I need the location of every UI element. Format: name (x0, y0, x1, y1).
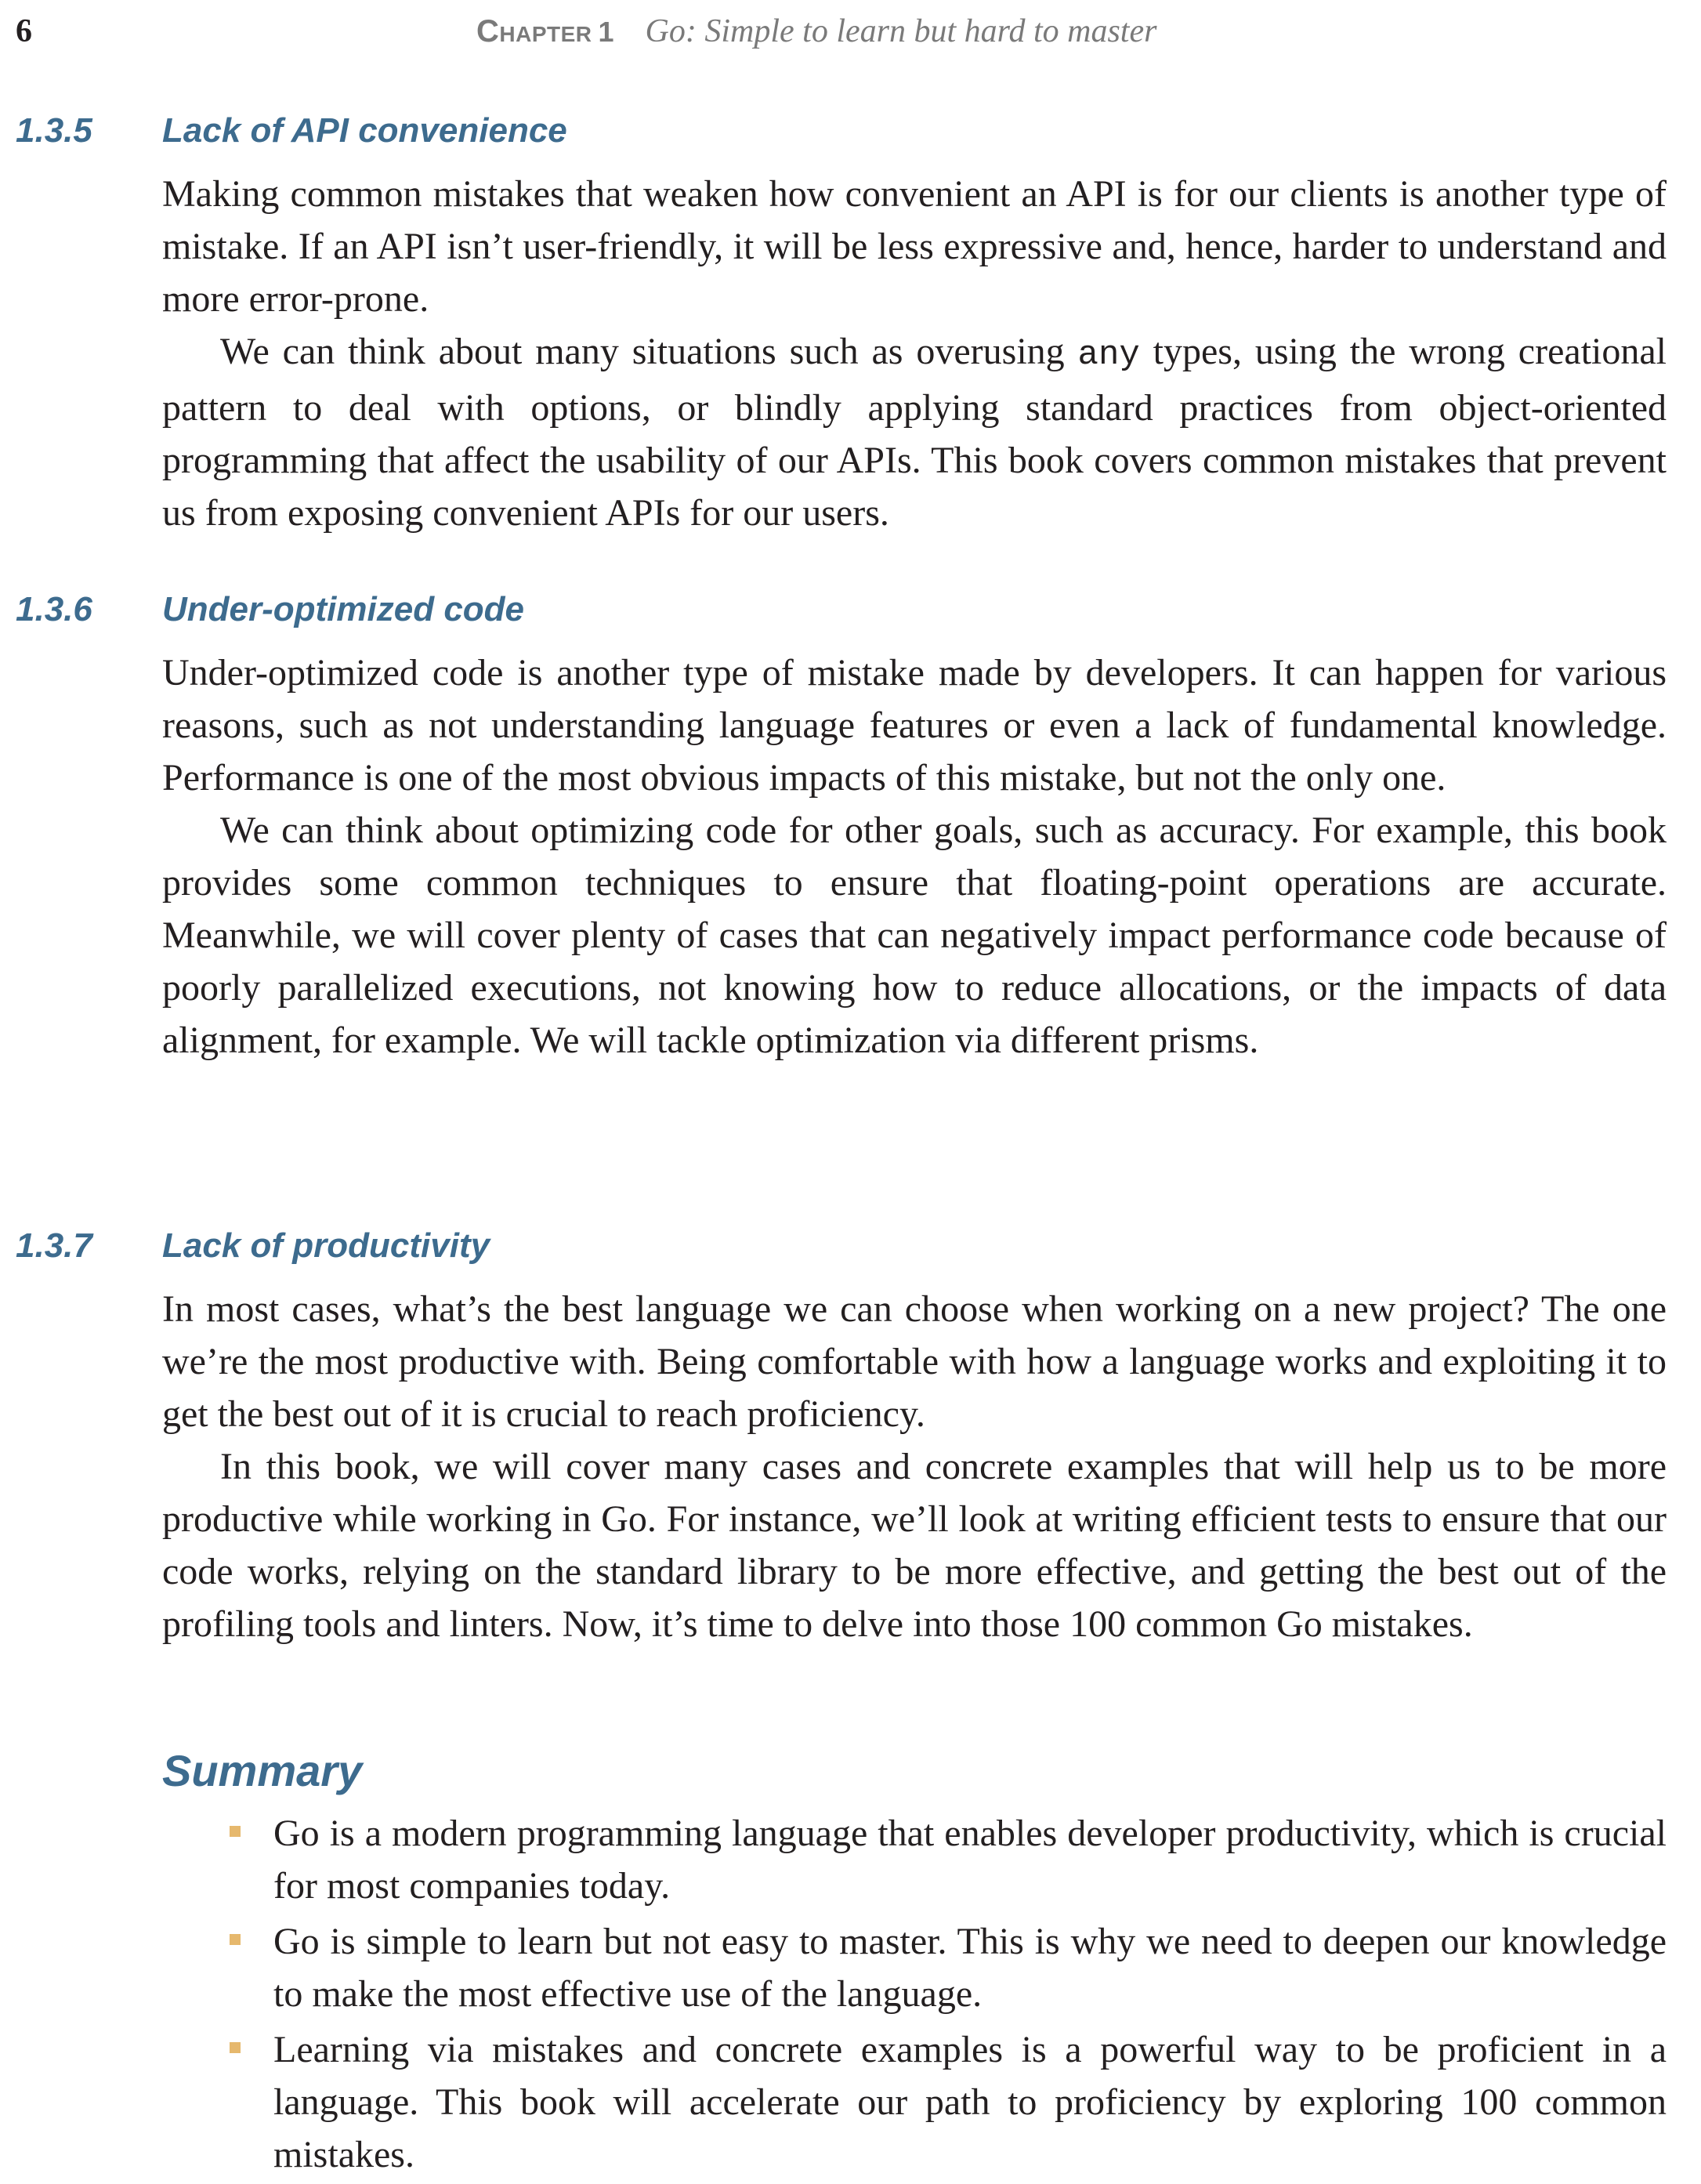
paragraph-text: types, using the wrong creational pattern to deal with options, or blindly applying standard practices from object-oriented programming that affect the usability of our APIs. This book covers common mistakes that prevent us from exposing convenient APIs for our users. (162, 331, 1667, 534)
summary-list (162, 1807, 1667, 2181)
list-item-text: Go is simple to learn but not easy to master. This is why we need to deepen our knowledge to make the most effective use of the language. (273, 1921, 1667, 2015)
section-body (162, 1283, 1667, 1650)
section-api-convenience (16, 103, 1685, 539)
list-item (162, 1807, 1667, 1912)
section-lack-of-productivity (16, 1219, 1685, 1650)
chapter-heading (476, 6, 1156, 63)
list-item-text: Go is a modern programming language that enables developer productivity, which is crucial for most companies today. (273, 1813, 1667, 1907)
page-number: 6 (16, 13, 32, 49)
section-title: Lack of productivity (162, 1226, 490, 1265)
paragraph: We can think about optimizing code for other goals, such as accuracy. For example, this book provides some common techniques to ensure that floating-point operations are accurate. Meanwhile, we will cover plenty of cases that can negatively impact performance code because of poorly parallelized executions, not knowing how to reduce allocations, or the impacts of data alignment, for example. We will tackle optimization via different prisms. (162, 809, 1667, 1061)
section-heading (16, 103, 1685, 158)
paragraph: In this book, we will cover many cases and concrete examples that will help us to be more productive while working in Go. For instance, we’ll look at writing efficient tests to ensure that our code works, relying on the standard library to be more effective, and getting the best out of the profiling tools and linters. Now, it’s time to delve into those 100 common Go mistakes. (162, 1446, 1667, 1645)
summary-heading: Summary (162, 1746, 363, 1795)
section-number: 1.3.5 (16, 111, 92, 150)
section-under-optimized-code (16, 582, 1685, 1067)
section-title: Lack of API convenience (162, 111, 567, 150)
square-bullet-icon (230, 1826, 241, 1837)
square-bullet-icon (230, 2042, 241, 2053)
chapter-title: Go: Simple to learn but hard to master (645, 13, 1157, 49)
list-item-text: Learning via mistakes and concrete examples is a powerful way to be proficient in a language. This book will accelerate our path to proficiency by exploring 100 common mistakes. (273, 2029, 1667, 2175)
section-heading (16, 582, 1685, 637)
chapter-label: Chapter (476, 14, 592, 49)
paragraph: In most cases, what’s the best language we can choose when working on a new project? The one we’re the most productive with. Being comfortable with how a language works and exploiting it to get the best out of it is crucial to reach proficiency. (162, 1288, 1667, 1435)
paragraph: Under-optimized code is another type of mistake made by developers. It can happen for various reasons, such as not understanding language features or even a lack of fundamental knowledge. Performance is one of the most obvious impacts of this mistake, but not the only one. (162, 652, 1667, 799)
paragraph-text: We can think about many situations such as overusing (220, 331, 1078, 372)
list-item (162, 2023, 1667, 2181)
section-number: 1.3.7 (16, 1226, 92, 1265)
inline-code: any (1077, 335, 1140, 375)
square-bullet-icon (230, 1934, 241, 1945)
summary-section (162, 1741, 1667, 2184)
section-number: 1.3.6 (16, 590, 92, 628)
list-item (162, 1915, 1667, 2020)
section-title: Under-optimized code (162, 590, 525, 628)
paragraph: Making common mistakes that weaken how convenient an API is for our clients is another type of mistake. If an API isn’t user-friendly, it will be less expressive and, hence, harder to understand and more error-prone. (162, 173, 1667, 320)
running-header (16, 6, 1685, 56)
section-heading (16, 1219, 1685, 1273)
section-body (162, 168, 1667, 539)
chapter-number: 1 (598, 16, 614, 48)
section-body (162, 647, 1667, 1067)
paragraph (162, 325, 1667, 539)
